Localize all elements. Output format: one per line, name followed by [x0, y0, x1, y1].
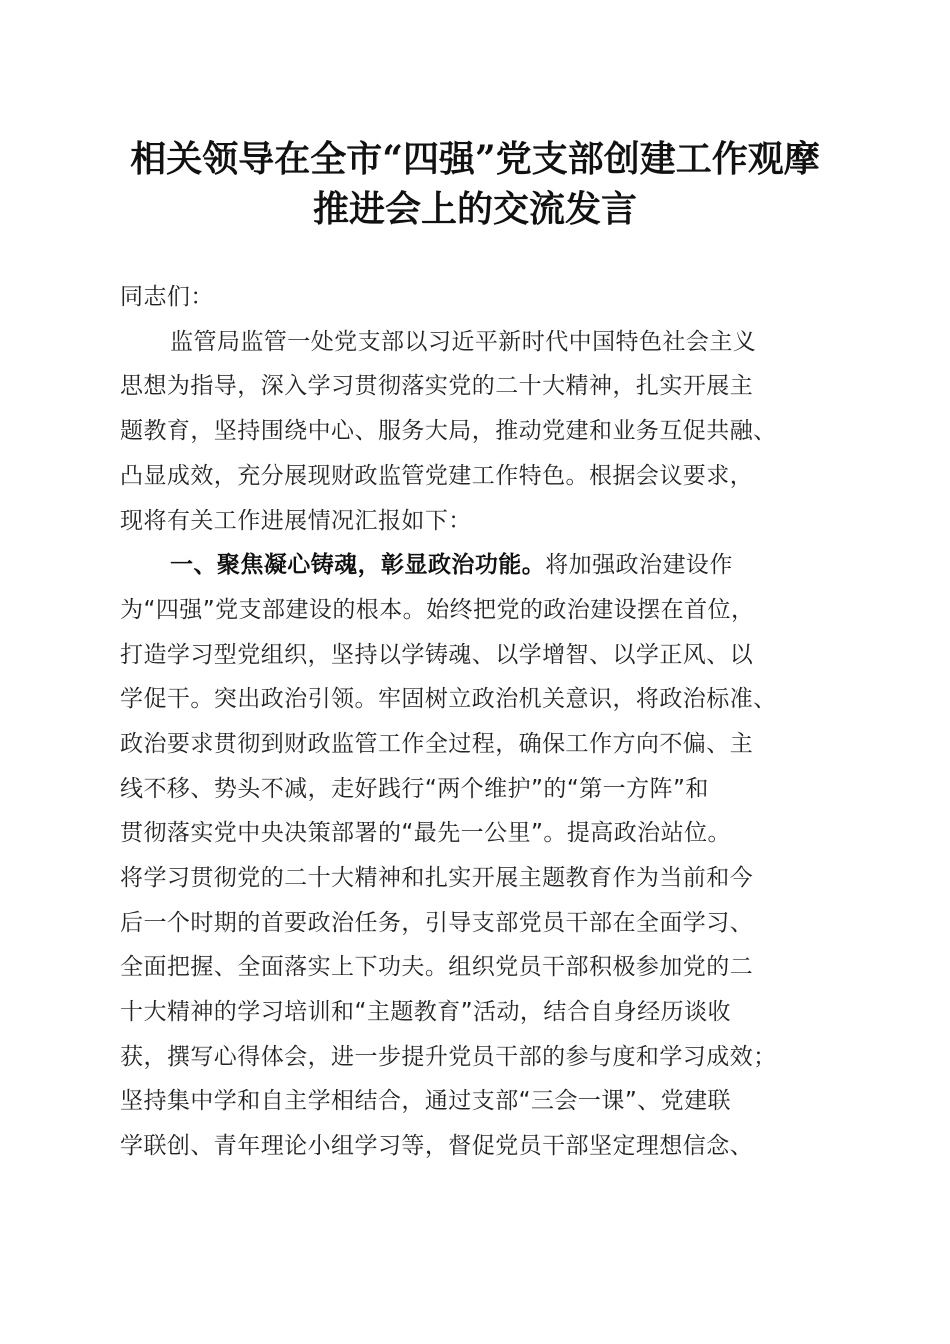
intro-line: 现将有关工作进展情况汇报如下：: [120, 508, 472, 534]
section-1-line: 全面把握、全面落实上下功夫。组织党员干部积极参加党的二: [120, 954, 754, 980]
section-1-line: 将学习贯彻党的二十大精神和扎实开展主题教育作为当前和今: [120, 865, 754, 891]
intro-line: 凸显成效，充分展现财政监管党建工作特色。根据会议要求，: [120, 463, 754, 489]
section-1-line: 坚持集中学和自主学相结合，通过支部“三会一课”、党建联: [120, 1088, 731, 1114]
intro-line: 思想为指导，深入学习贯彻落实党的二十大精神，扎实开展主: [120, 373, 754, 399]
intro-line: 监管局监管一处党支部以习近平新时代中国特色社会主义: [170, 329, 757, 355]
document-title-line-2: 推进会上的交流发言: [312, 188, 637, 230]
section-1-line: 学联创、青年理论小组学习等，督促党员干部坚定理想信念、: [120, 1133, 754, 1159]
section-1-line: 学促干。突出政治引领。牢固树立政治机关意识，将政治标准、: [120, 686, 777, 712]
section-1-line: 为“四强”党支部建设的根本。始终把党的政治建设摆在首位，: [120, 597, 755, 623]
salutation: 同志们：: [120, 284, 214, 310]
section-1-line: 政治要求贯彻到财政监管工作全过程，确保工作方向不偏、主: [120, 731, 754, 757]
section-1-line: 打造学习型党组织，坚持以学铸魂、以学增智、以学正风、以: [120, 642, 754, 668]
section-1-line: 获，撰写心得体会，进一步提升党员干部的参与度和学习成效；: [120, 1044, 777, 1070]
section-1-line: 十大精神的学习培训和“主题教育”活动，结合自身经历谈收: [120, 999, 731, 1025]
section-1-first-line-text: 将加强政治建设作: [545, 552, 733, 578]
section-1-line: 后一个时期的首要政治任务，引导支部党员干部在全面学习、: [120, 910, 754, 936]
section-1-line: 线不移、势头不减，走好践行“两个维护”的“第一方阵”和: [120, 776, 709, 802]
intro-line: 题教育，坚持围绕中心、服务大局，推动党建和业务互促共融、: [120, 418, 777, 444]
section-1-heading: 一、聚焦凝心铸魂，彰显政治功能。: [170, 552, 546, 578]
section-1-first-line: [170, 544, 832, 586]
section-1-line: 贯彻落实党中央决策部署的“最先一公里”。提高政治站位。: [120, 820, 731, 846]
document-title-line-1: 相关领导在全市“四强”党支部创建工作观摩: [130, 138, 820, 180]
